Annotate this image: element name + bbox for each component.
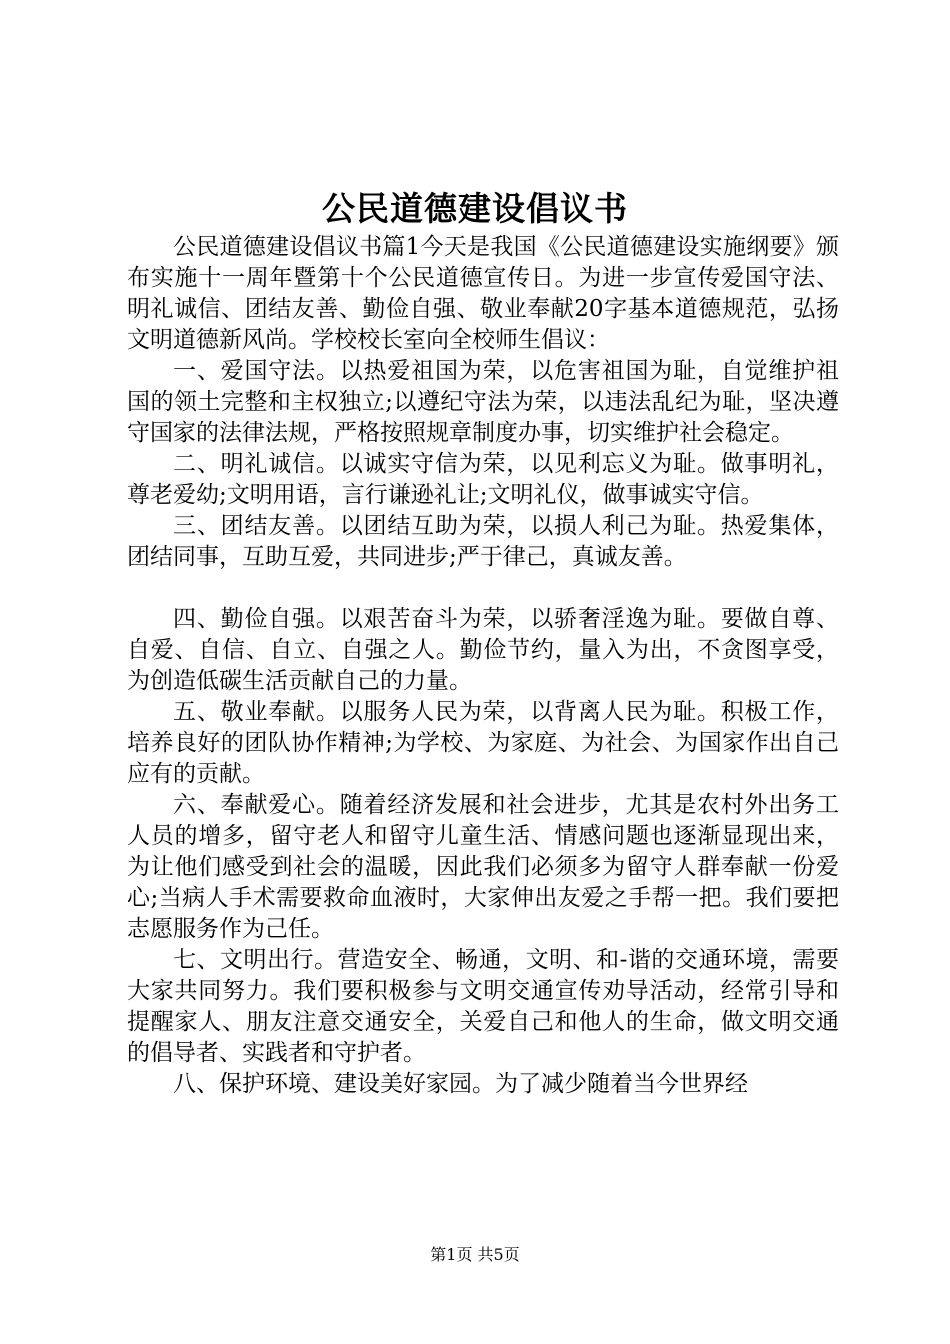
paragraph-item-3: 三、团结友善。以团结互助为荣，以损人利己为耻。热爱集体，团结同事，互助互爱，共同进步;严于律己，真诚友善。 [127,513,839,570]
paragraph-item-7: 七、文明出行。营造安全、畅通，文明、和-谐的交通环境，需要大家共同努力。我们要积极参与文明交通宣传劝导活动，经常引导和提醒家人、朋友注意交通安全，关爱自己和他人的生命，做文明交通的倡导者、实践者和守护者。 [127,947,839,1066]
paragraph-item-5: 五、敬业奉献。以服务人民为荣，以背离人民为耻。积极工作，培养良好的团队协作精神;为学校、为家庭、为社会、为国家作出自己应有的贡献。 [127,699,839,787]
paragraph-intro: 公民道德建设倡议书篇1今天是我国《公民道德建设实施纲要》颁布实施十一周年暨第十个公民道德宣传日。为进一步宣传爱国守法、明礼诚信、团结友善、勤俭自强、敬业奉献20字基本道德规范，弘扬文明道德新风尚。学校校长室向全校师生倡议： [127,234,839,353]
paragraph-item-1: 一、爱国守法。以热爱祖国为荣，以危害祖国为耻，自觉维护祖国的领土完整和主权独立;以遵纪守法为荣，以违法乱纪为耻，坚决遵守国家的法律法规，严格按照规章制度办事，切实维护社会稳定。 [127,358,839,446]
document-body [127,232,839,1100]
document-title: 公民道德建设倡议书 [322,189,628,228]
paragraph-item-6: 六、奉献爱心。随着经济发展和社会进步，尤其是农村外出务工人员的增多，留守老人和留守儿童生活、情感问题也逐渐显现出来，为让他们感受到社会的温暖，因此我们必须多为留守人群奉献一份爱心;当病人手术需要救命血液时，大家伸出友爱之手帮一把。我们要把志愿服务作为己任。 [127,792,839,942]
page-indicator: 第1页 共5页 [430,1245,520,1264]
paragraph-item-4: 四、勤俭自强。以艰苦奋斗为荣，以骄奢淫逸为耻。要做自尊、自爱、自信、自立、自强之人。勤俭节约，量入为出，不贪图享受，为创造低碳生活贡献自己的力量。 [127,606,839,694]
paragraph-item-2: 二、明礼诚信。以诚实守信为荣，以见利忘义为耻。做事明礼，尊老爱幼;文明用语，言行谦逊礼让;文明礼仪，做事诚实守信。 [127,451,839,508]
paragraph-item-8: 八、保护环境、建设美好家园。为了减少随着当今世界经 [173,1071,748,1097]
